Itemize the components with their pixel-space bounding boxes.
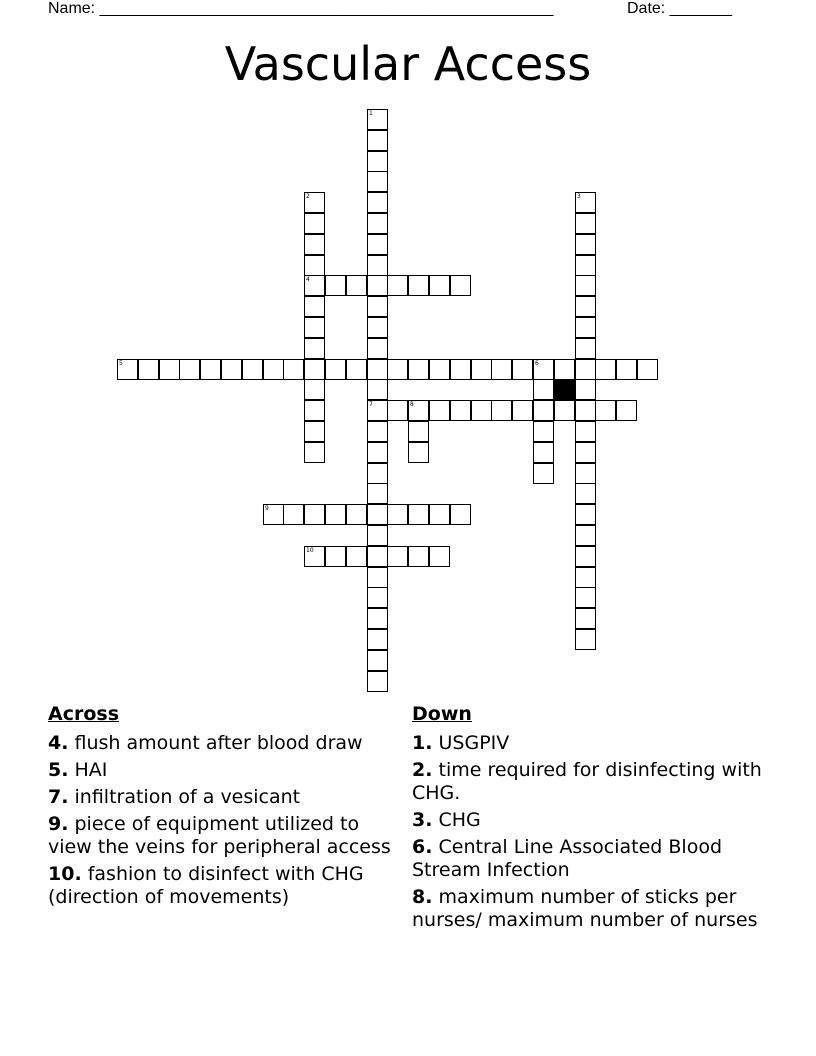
grid-cell[interactable] [533,421,554,442]
grid-cell[interactable] [429,546,450,567]
grid-cell[interactable] [325,359,346,380]
grid-cell[interactable] [554,359,575,380]
clue-number: 2. [412,759,433,781]
clue-number: 9. [48,813,69,835]
grid-cell[interactable] [304,379,325,400]
grid-cell[interactable] [575,463,596,484]
clue-across-9 [48,813,393,859]
grid-block-cell [554,379,575,400]
clue-across-10 [48,863,393,909]
grid-cell[interactable] [367,359,388,380]
clue-across-7 [48,786,393,809]
clue-down-6 [412,836,772,882]
grid-cell[interactable] [533,442,554,463]
clue-text: CHG [438,809,481,831]
grid-cell[interactable] [512,400,533,421]
grid-cell[interactable] [367,567,388,588]
grid-cell[interactable] [450,275,471,296]
clue-down-3 [412,809,772,832]
grid-cell[interactable] [408,275,429,296]
grid-cell[interactable] [367,587,388,608]
grid-cell[interactable] [387,275,408,296]
grid-cell[interactable] [616,359,637,380]
grid-cell[interactable] [242,359,263,380]
grid-cell[interactable] [367,338,388,359]
clue-text: HAI [74,759,108,781]
grid-cell[interactable] [367,400,388,421]
cell-number: 2 [306,193,310,200]
grid-cell[interactable] [575,442,596,463]
name-field-label: Name: ___________________________________________________ [48,0,554,17]
grid-cell[interactable] [575,483,596,504]
grid-cell[interactable] [575,567,596,588]
grid-cell[interactable] [304,359,325,380]
grid-cell[interactable] [387,400,408,421]
grid-cell[interactable] [408,504,429,525]
clue-number: 4. [48,732,69,754]
clue-down-8 [412,886,772,932]
cell-number: 7 [369,401,373,408]
grid-cell[interactable] [429,359,450,380]
grid-cell[interactable] [575,400,596,421]
date-field-label: Date: _______ [627,0,732,17]
grid-cell[interactable] [367,483,388,504]
grid-cell[interactable] [346,359,367,380]
grid-cell[interactable] [367,234,388,255]
grid-cell[interactable] [575,255,596,276]
grid-cell[interactable] [367,463,388,484]
grid-cell[interactable] [429,400,450,421]
grid-cell[interactable] [304,546,325,567]
cell-number: 1 [369,110,373,117]
grid-cell[interactable] [304,442,325,463]
grid-cell[interactable] [304,255,325,276]
clue-text: maximum number of sticks per nurses/ maximum number of nurses [412,886,758,931]
grid-cell[interactable] [471,400,492,421]
grid-cell[interactable] [595,400,616,421]
clue-text: time required for disinfecting with CHG. [412,759,762,804]
grid-cell[interactable] [575,629,596,650]
grid-cell[interactable] [387,359,408,380]
grid-cell[interactable] [367,421,388,442]
clue-across-5 [48,759,393,782]
grid-cell[interactable] [304,421,325,442]
clue-number: 1. [412,732,433,754]
clue-number: 7. [48,786,69,808]
grid-cell[interactable] [471,359,492,380]
clue-text: piece of equipment utilized to view the veins for peripheral access [48,813,391,858]
grid-cell[interactable] [408,442,429,463]
grid-cell[interactable] [304,317,325,338]
puzzle-title: Vascular Access [224,37,592,91]
cell-number: 6 [535,360,539,367]
cell-number: 4 [306,276,310,283]
grid-cell[interactable] [575,213,596,234]
grid-cell[interactable] [491,400,512,421]
clue-number: 5. [48,759,69,781]
grid-cell[interactable] [367,275,388,296]
grid-cell[interactable] [138,359,159,380]
grid-cell[interactable] [575,608,596,629]
grid-cell[interactable] [575,504,596,525]
grid-cell[interactable] [616,400,637,421]
down-heading: Down [412,703,472,725]
grid-cell[interactable] [367,629,388,650]
grid-cell[interactable] [450,359,471,380]
clue-number: 8. [412,886,433,908]
grid-cell[interactable] [429,504,450,525]
grid-cell[interactable] [367,171,388,192]
clue-text: infiltration of a vesicant [74,786,301,808]
grid-cell[interactable] [387,504,408,525]
down-clues [412,702,772,936]
clue-down-2 [412,759,772,805]
grid-cell[interactable] [637,359,658,380]
grid-cell[interactable] [159,359,180,380]
grid-cell[interactable] [387,546,408,567]
cell-number: 10 [306,547,314,554]
grid-cell[interactable] [367,109,388,130]
grid-cell[interactable] [575,296,596,317]
grid-cell[interactable] [367,379,388,400]
grid-cell[interactable] [575,421,596,442]
cell-number: 5 [119,360,123,367]
grid-cell[interactable] [367,296,388,317]
grid-cell[interactable] [179,359,200,380]
grid-cell[interactable] [575,587,596,608]
grid-cell[interactable] [408,421,429,442]
grid-cell[interactable] [346,504,367,525]
clue-down-1 [412,732,772,755]
grid-cell[interactable] [117,359,138,380]
grid-cell[interactable] [575,546,596,567]
grid-cell[interactable] [263,359,284,380]
grid-cell[interactable] [554,400,575,421]
grid-cell[interactable] [533,359,554,380]
grid-cell[interactable] [304,296,325,317]
grid-cell[interactable] [595,359,616,380]
grid-cell[interactable] [367,151,388,172]
grid-cell[interactable] [304,400,325,421]
grid-cell[interactable] [304,192,325,213]
grid-cell[interactable] [367,546,388,567]
clue-number: 6. [412,836,433,858]
grid-cell[interactable] [325,546,346,567]
grid-cell[interactable] [533,400,554,421]
grid-cell[interactable] [367,213,388,234]
grid-cell[interactable] [367,525,388,546]
grid-cell[interactable] [367,504,388,525]
grid-cell[interactable] [575,234,596,255]
grid-cell[interactable] [367,130,388,151]
grid-cell[interactable] [491,359,512,380]
grid-cell[interactable] [304,275,325,296]
clue-text: USGPIV [438,732,510,754]
grid-cell[interactable] [408,359,429,380]
grid-cell[interactable] [575,359,596,380]
grid-cell[interactable] [408,546,429,567]
grid-cell[interactable] [325,275,346,296]
grid-cell[interactable] [575,379,596,400]
grid-cell[interactable] [408,400,429,421]
grid-cell[interactable] [450,400,471,421]
grid-cell[interactable] [367,255,388,276]
grid-cell[interactable] [221,359,242,380]
grid-cell[interactable] [346,546,367,567]
grid-cell[interactable] [367,650,388,671]
grid-cell[interactable] [304,504,325,525]
grid-cell[interactable] [304,234,325,255]
across-clues [48,702,393,913]
clue-number: 3. [412,809,433,831]
grid-cell[interactable] [346,275,367,296]
grid-cell[interactable] [575,317,596,338]
grid-cell[interactable] [512,359,533,380]
grid-cell[interactable] [533,379,554,400]
cell-number: 3 [577,193,581,200]
grid-cell[interactable] [533,463,554,484]
grid-cell[interactable] [263,504,284,525]
across-heading: Across [48,703,120,725]
grid-cell[interactable] [304,338,325,359]
grid-cell[interactable] [575,275,596,296]
grid-cell[interactable] [429,275,450,296]
grid-cell[interactable] [367,671,388,692]
grid-cell[interactable] [575,525,596,546]
clue-text: flush amount after blood draw [74,732,363,754]
grid-cell[interactable] [304,213,325,234]
cell-number: 8 [410,401,414,408]
clue-number: 10. [48,863,82,885]
grid-cell[interactable] [200,359,221,380]
grid-cell[interactable] [367,317,388,338]
grid-cell[interactable] [367,192,388,213]
grid-cell[interactable] [575,192,596,213]
grid-cell[interactable] [450,504,471,525]
grid-cell[interactable] [325,504,346,525]
clue-across-4 [48,732,393,755]
grid-cell[interactable] [367,442,388,463]
grid-cell[interactable] [367,608,388,629]
grid-cell[interactable] [575,338,596,359]
cell-number: 9 [265,505,269,512]
clue-text: Central Line Associated Blood Stream Infection [412,836,723,881]
grid-cell[interactable] [283,359,304,380]
clue-text: fashion to disinfect with CHG (direction of movements) [48,863,364,908]
grid-cell[interactable] [283,504,304,525]
